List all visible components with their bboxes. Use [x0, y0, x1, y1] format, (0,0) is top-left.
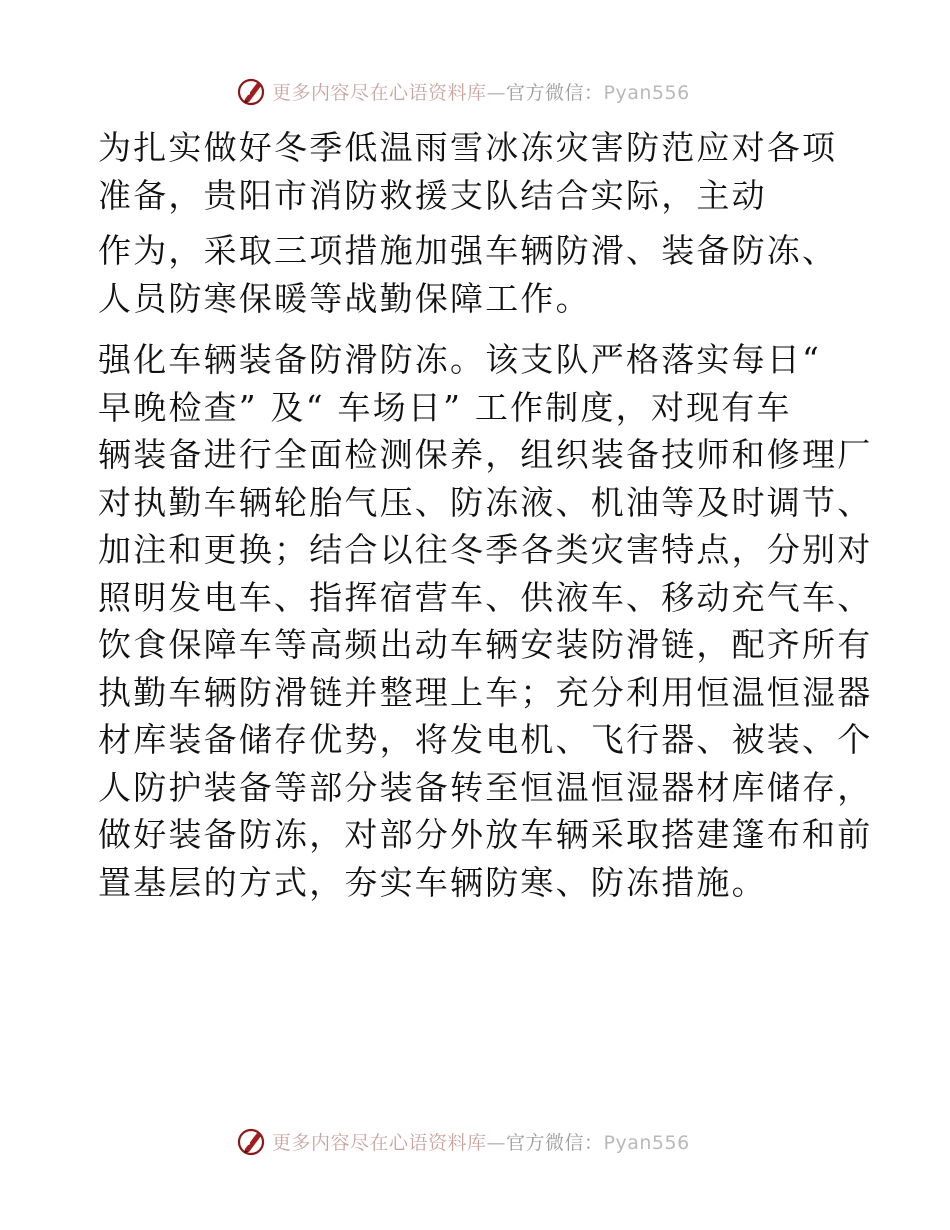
text-line: 置基层的方式，夯实车辆防寒、防冻措施。	[98, 862, 767, 902]
text-line: 材库装备储存优势，将发电机、飞行器、被装、个	[98, 720, 873, 759]
text-line: 对执勤车辆轮胎气压、防冻液、机油等及时调节、	[98, 482, 873, 522]
text-line: 辆装备进行全面检测保养，组织装备技师和修理厂	[98, 435, 873, 474]
text-line: 作为，采取三项措施加强车辆防滑、装备防冻、	[98, 231, 838, 270]
text-line: 为扎实做好冬季低温雨雪冰冻灾害防范应对各项	[98, 128, 838, 167]
watermark-brand: 更多内容尽在心语资料库	[272, 81, 487, 104]
watermark-brand: 更多内容尽在心语资料库	[272, 1131, 487, 1154]
watermark-footer	[236, 1124, 690, 1158]
document-body	[98, 124, 873, 906]
watermark-wechat-id: Pyan556	[603, 81, 690, 104]
watermark-label: 官方微信：	[506, 81, 604, 104]
text-line: 执勤车辆防滑链并整理上车；充分利用恒温恒湿器	[98, 672, 873, 712]
paragraph-1	[98, 124, 858, 219]
watermark-header	[236, 74, 690, 108]
pen-logo-icon	[236, 1125, 268, 1157]
text-line: 人防护装备等部分装备转至恒温恒湿器材库储存，	[98, 767, 873, 807]
text-line: 加注和更换；结合以往冬季各类灾害特点，分别对	[98, 530, 873, 569]
paragraph-3	[98, 336, 873, 906]
paragraph-2	[98, 227, 858, 322]
watermark-text	[272, 78, 690, 105]
text-line: 早晚检查” 及“ 车场日” 工作制度，对现有车	[98, 387, 792, 427]
text-line: 准备，贵阳市消防救援支队结合实际，主动	[98, 175, 767, 215]
text-line: 照明发电车、指挥宿营车、供液车、移动充气车、	[98, 577, 873, 617]
watermark-wechat-id: Pyan556	[603, 1131, 690, 1154]
watermark-dash: —	[486, 1131, 507, 1154]
watermark-text	[272, 1128, 690, 1155]
text-line: 做好装备防冻，对部分外放车辆采取搭建篷布和前	[98, 815, 873, 854]
text-line: 饮食保障车等高频出动车辆安装防滑链，配齐所有	[98, 625, 873, 664]
text-line: 人员防寒保暖等战勤保障工作。	[98, 278, 591, 318]
watermark-label: 官方微信：	[506, 1131, 604, 1154]
watermark-dash: —	[486, 81, 507, 104]
pen-logo-icon	[236, 75, 268, 107]
text-line: 强化车辆装备防滑防冻。该支队严格落实每日“	[98, 340, 822, 379]
